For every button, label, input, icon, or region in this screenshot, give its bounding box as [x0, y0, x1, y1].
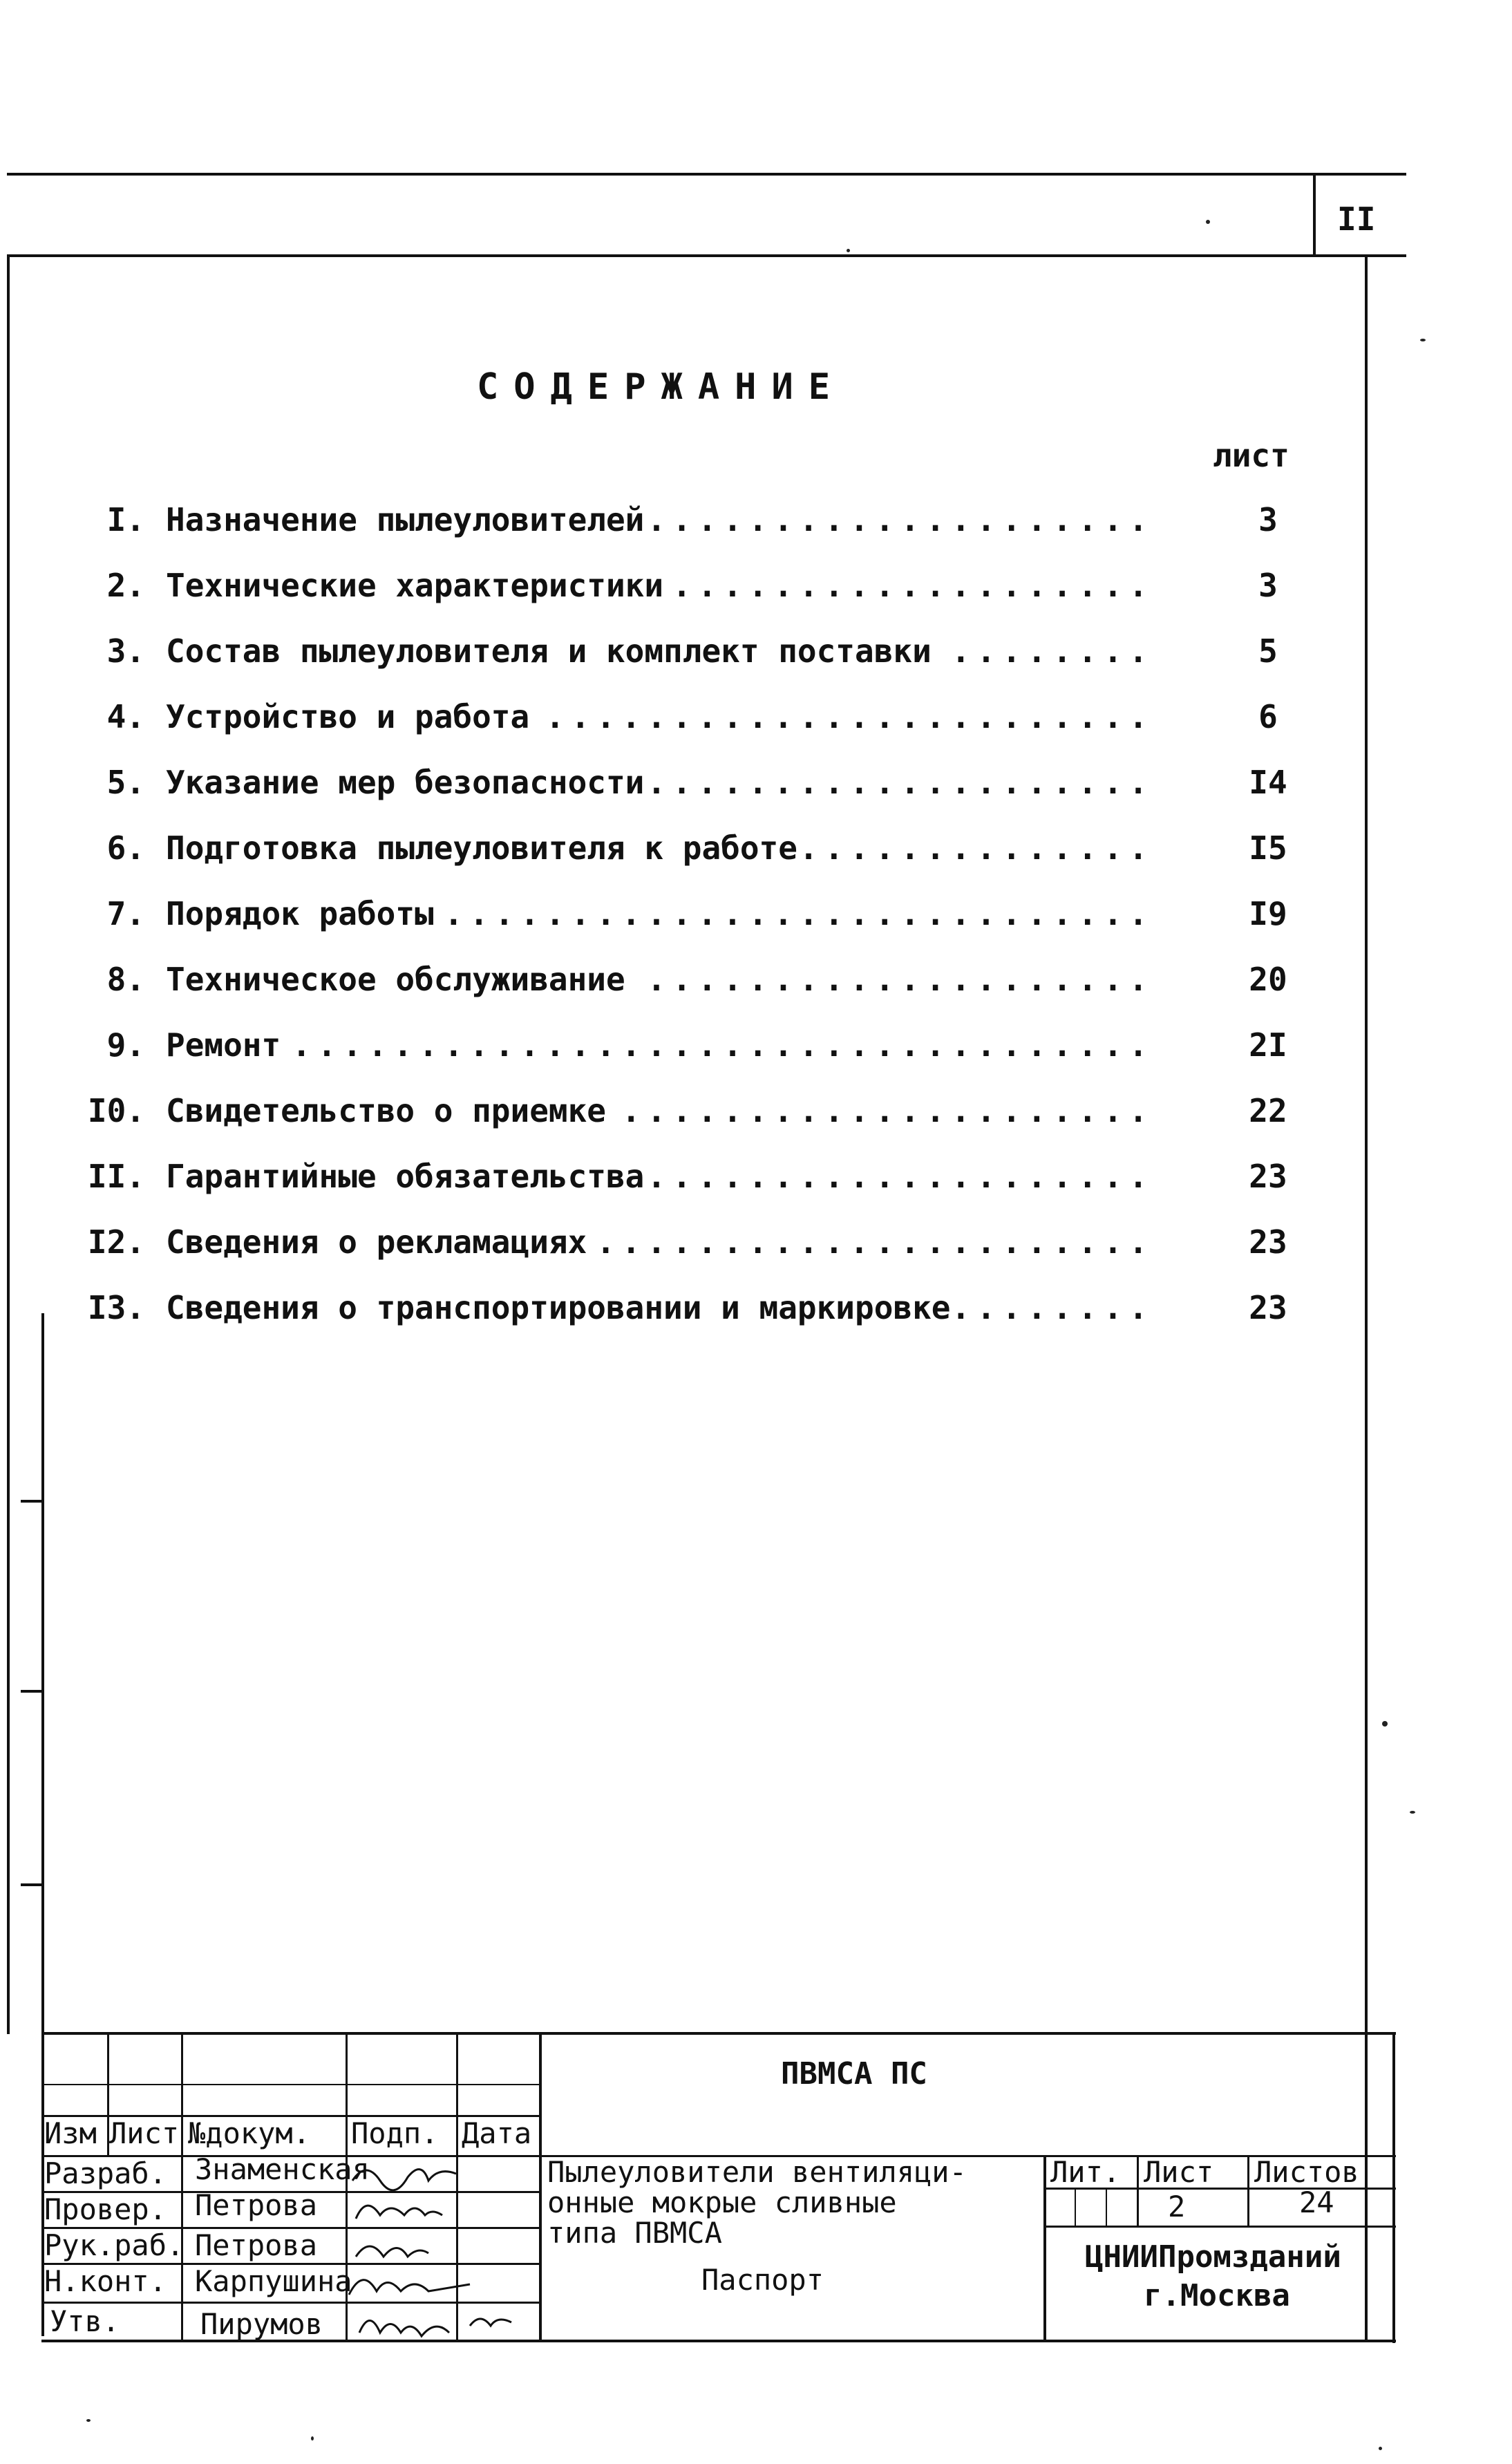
toc-number: 8.: [106, 961, 145, 998]
sheets-label: Листов: [1254, 2155, 1359, 2189]
scan-speck: [311, 2436, 314, 2441]
scan-speck: [1206, 220, 1210, 224]
scan-speck: [1379, 2447, 1382, 2450]
toc-page: 3: [1258, 501, 1278, 538]
toc-title: Указание мер безопасности: [166, 764, 645, 801]
tb-role: Рук.раб.: [44, 2228, 185, 2262]
scan-speck: [1382, 1721, 1388, 1727]
edge-tick: [21, 1500, 43, 1503]
toc-title: Подготовка пылеуловителя к работе: [166, 829, 797, 867]
tb-col: [1106, 2190, 1107, 2226]
toc-page: I5: [1249, 829, 1287, 867]
sheet-value: 2: [1168, 2190, 1186, 2223]
toc-leader-dots: ........: [951, 1289, 1154, 1326]
toc-page: 22: [1249, 1092, 1287, 1129]
product-title-line: Пылеуловители вентиляци-: [547, 2155, 967, 2189]
toc-row: [0, 632, 1382, 681]
toc-page: 6: [1258, 698, 1278, 735]
toc-row: [0, 895, 1382, 943]
tb-col: [1137, 2155, 1139, 2226]
toc-row: [0, 1158, 1382, 1206]
toc-number: I.: [106, 501, 145, 538]
tb-col: [1075, 2190, 1076, 2226]
toc-row: [0, 829, 1382, 878]
scan-speck: [86, 2419, 91, 2422]
toc-row: [0, 1223, 1382, 1272]
scan-speck: [1420, 339, 1426, 341]
toc-title: Устройство и работа: [166, 698, 530, 735]
scan-speck: [847, 249, 850, 252]
toc-number: 6.: [106, 829, 145, 867]
tb-header-izm: Изм: [44, 2116, 97, 2150]
toc-number: II.: [87, 1158, 145, 1195]
toc-row: [0, 764, 1382, 812]
tb-header-ndokum: №докум.: [188, 2116, 311, 2150]
toc-number: 7.: [106, 895, 145, 932]
tb-name: Петрова: [195, 2228, 318, 2262]
toc-leader-dots: ..................................: [292, 1026, 1154, 1064]
signature-scribbles: [346, 2153, 553, 2353]
toc-leader-dots: ......................: [596, 1223, 1154, 1261]
tb-name: Петрова: [195, 2188, 318, 2222]
sheets-value: 24: [1299, 2185, 1334, 2219]
toc-leader-dots: ...................: [672, 567, 1154, 604]
toc-title: Назначение пылеуловителей: [166, 501, 645, 538]
tb-name: Пирумов: [200, 2307, 323, 2341]
lit-label: Лит.: [1050, 2155, 1121, 2189]
product-title-line: онные мокрые сливные: [547, 2185, 897, 2219]
organization: ЦНИИПромзданий: [1085, 2239, 1341, 2275]
toc-row: [0, 1289, 1382, 1337]
city: г.Москва: [1144, 2278, 1290, 2313]
tb-col: [1247, 2155, 1249, 2226]
toc-page: 23: [1249, 1223, 1287, 1261]
toc-number: 9.: [106, 1026, 145, 1064]
tb-role: Утв.: [50, 2304, 120, 2338]
tb-col: [181, 2032, 183, 2340]
product-title-line: типа ПВМСА: [547, 2216, 722, 2250]
toc-page: 23: [1249, 1289, 1287, 1326]
toc-page: I9: [1249, 895, 1287, 932]
toc-row: [0, 1092, 1382, 1140]
toc-row: [0, 1026, 1382, 1075]
scan-speck: [1410, 1811, 1415, 1814]
toc-title: Сведения о рекламациях: [166, 1223, 587, 1261]
tb-header-podp: Подп.: [351, 2116, 439, 2150]
sheet-column-label: лист: [1213, 437, 1289, 474]
sheet-label: Лист: [1144, 2155, 1214, 2189]
toc-number: I2.: [87, 1223, 145, 1261]
toc-page: 3: [1258, 567, 1278, 604]
toc-leader-dots: ....................: [647, 1158, 1154, 1195]
edge-tick: [21, 1690, 43, 1693]
toc-leader-dots: .....................: [621, 1092, 1154, 1129]
tb-header-data: Дата: [462, 2116, 532, 2150]
toc-title: Гарантийные обязательства: [166, 1158, 645, 1195]
toc-title: Сведения о транспортировании и маркировке: [166, 1289, 951, 1326]
tb-role: Н.конт.: [44, 2264, 167, 2298]
doc-type: Паспорт: [701, 2263, 824, 2297]
toc-title: Ремонт: [166, 1026, 281, 1064]
page-title: СОДЕРЖАНИЕ: [477, 366, 846, 408]
toc-number: I3.: [87, 1289, 145, 1326]
toc-number: I0.: [87, 1092, 145, 1129]
tb-role: Провер.: [44, 2192, 167, 2226]
sheet-number: II: [1337, 200, 1376, 238]
edge-tick: [21, 1883, 43, 1886]
tb-role: Разраб.: [44, 2156, 167, 2190]
toc-number: 2.: [106, 567, 145, 604]
tb-row: [41, 2084, 539, 2085]
toc-row: [0, 501, 1382, 549]
toc-leader-dots: ....................: [647, 764, 1154, 801]
toc-page: 2I: [1249, 1026, 1287, 1064]
toc-title: Техническое обслуживание: [166, 961, 625, 998]
toc-leader-dots: ........: [951, 632, 1154, 670]
toc-number: 3.: [106, 632, 145, 670]
toc-leader-dots: ............................: [444, 895, 1154, 932]
tb-header-list: Лист: [109, 2116, 180, 2150]
top-rule: [7, 173, 1406, 176]
tb-name: Знаменская: [195, 2152, 370, 2186]
toc-row: [0, 567, 1382, 615]
toc-leader-dots: ....................: [647, 961, 1154, 998]
sheet-number-divider: [1313, 173, 1316, 256]
tb-row: [1043, 2226, 1396, 2228]
toc-title: Технические характеристики: [166, 567, 664, 604]
toc-title: Порядок работы: [166, 895, 434, 932]
toc-leader-dots: ........................: [545, 698, 1154, 735]
toc-page: 23: [1249, 1158, 1287, 1195]
doc-code: ПВМСА ПС: [781, 2056, 927, 2091]
tb-name: Карпушина: [195, 2264, 352, 2298]
toc-row: [0, 698, 1382, 746]
toc-row: [0, 961, 1382, 1009]
frame-top: [7, 254, 1406, 257]
toc-number: 5.: [106, 764, 145, 801]
tb-top: [41, 2032, 1396, 2035]
toc-title: Состав пылеуловителя и комплект поставки: [166, 632, 932, 670]
toc-number: 4.: [106, 698, 145, 735]
toc-page: 5: [1258, 632, 1278, 670]
toc-title: Свидетельство о приемке: [166, 1092, 606, 1129]
toc-page: I4: [1249, 764, 1287, 801]
tb-col: [1043, 2155, 1046, 2340]
toc-page: 20: [1249, 961, 1287, 998]
toc-leader-dots: ....................: [647, 501, 1154, 538]
toc-leader-dots: ..............: [799, 829, 1154, 867]
